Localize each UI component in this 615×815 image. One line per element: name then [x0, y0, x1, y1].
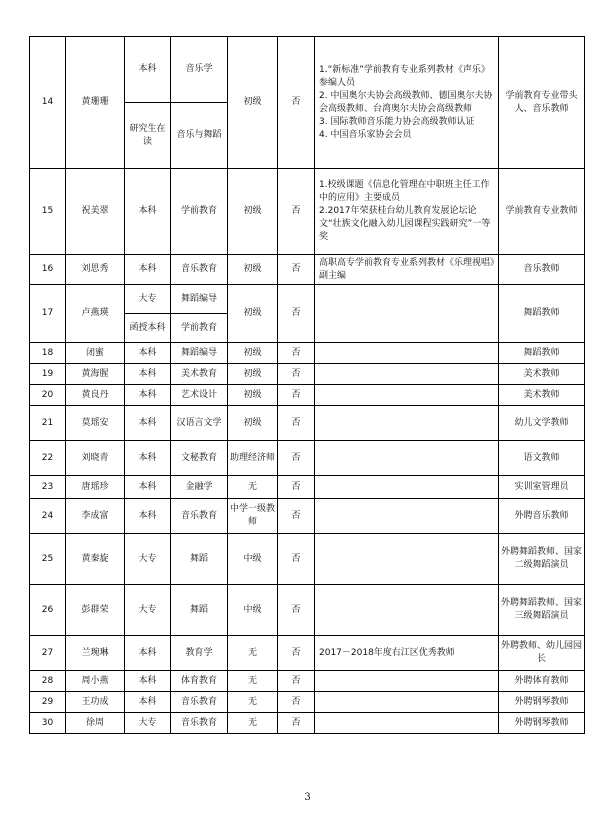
teacher-name: 唐瑶珍: [66, 476, 125, 499]
title: 初级: [228, 169, 278, 255]
title: 初级: [228, 343, 278, 364]
role: 外聘舞蹈教师、国家三级舞蹈演员: [499, 585, 585, 636]
table-row: [30, 255, 585, 285]
major: 音乐教育: [171, 499, 228, 534]
education: 本科: [125, 441, 171, 476]
teacher-name: 刘思秀: [66, 255, 125, 285]
table-row: [30, 385, 585, 406]
dual-qualified: 否: [278, 692, 315, 713]
achievements: [315, 585, 499, 636]
role: 舞蹈教师: [499, 343, 585, 364]
table-row: [30, 692, 585, 713]
major: 文秘教育: [171, 441, 228, 476]
dual-qualified: 否: [278, 343, 315, 364]
education: 本科: [125, 169, 171, 255]
education: 本科: [125, 37, 171, 103]
role: 音乐教师: [499, 255, 585, 285]
achievements: [315, 713, 499, 734]
role: 学前教育专业带头人、音乐教师: [499, 37, 585, 169]
teacher-name: 彭群荣: [66, 585, 125, 636]
achievements: [315, 364, 499, 385]
role: 外聘教师、幼儿园园长: [499, 636, 585, 671]
major: 学前教育: [171, 314, 228, 343]
title: 中学一级教师: [228, 499, 278, 534]
achievements: [315, 343, 499, 364]
achievements: [315, 441, 499, 476]
teacher-name: 莫瑶安: [66, 406, 125, 441]
major: 体育教育: [171, 671, 228, 692]
row-number: 17: [30, 285, 66, 343]
major: 学前教育: [171, 169, 228, 255]
education: 大专: [125, 713, 171, 734]
teacher-name: 黄海腥: [66, 364, 125, 385]
major: 舞蹈: [171, 585, 228, 636]
education: 大专: [125, 585, 171, 636]
title: 无: [228, 671, 278, 692]
row-number: 20: [30, 385, 66, 406]
teacher-name: 李成富: [66, 499, 125, 534]
major: 音乐学: [171, 37, 228, 103]
education: 函授本科: [125, 314, 171, 343]
dual-qualified: 否: [278, 385, 315, 406]
education: 本科: [125, 255, 171, 285]
table-row: [30, 534, 585, 585]
teacher-name: 黄良丹: [66, 385, 125, 406]
title: 初级: [228, 285, 278, 343]
row-number: 28: [30, 671, 66, 692]
role: 美术教师: [499, 364, 585, 385]
achievements: 2017－2018年度右江区优秀教师: [315, 636, 499, 671]
row-number: 23: [30, 476, 66, 499]
teacher-name: 闭蜜: [66, 343, 125, 364]
dual-qualified: 否: [278, 169, 315, 255]
title: 无: [228, 476, 278, 499]
page-number: 3: [304, 792, 311, 803]
teacher-name: 卢燕瑛: [66, 285, 125, 343]
role: 舞蹈教师: [499, 285, 585, 343]
teacher-name: 祝美翠: [66, 169, 125, 255]
role: 幼儿文学教师: [499, 406, 585, 441]
education: 大专: [125, 285, 171, 314]
dual-qualified: 否: [278, 671, 315, 692]
major: 音乐教育: [171, 692, 228, 713]
major: 舞蹈编导: [171, 285, 228, 314]
row-number: 16: [30, 255, 66, 285]
major: 汉语言文学: [171, 406, 228, 441]
title: 初级: [228, 385, 278, 406]
education: 本科: [125, 343, 171, 364]
row-number: 15: [30, 169, 66, 255]
education: 本科: [125, 636, 171, 671]
major: 美术教育: [171, 364, 228, 385]
dual-qualified: 否: [278, 441, 315, 476]
education: 本科: [125, 476, 171, 499]
dual-qualified: 否: [278, 713, 315, 734]
achievements: [315, 692, 499, 713]
table-row: [30, 406, 585, 441]
table-row: [30, 169, 585, 255]
major: 教育学: [171, 636, 228, 671]
teacher-name: 兰琬琳: [66, 636, 125, 671]
major: 音乐与舞蹈: [171, 103, 228, 169]
major: 舞蹈: [171, 534, 228, 585]
teacher-name: 黄秦旋: [66, 534, 125, 585]
title: 无: [228, 692, 278, 713]
row-number: 14: [30, 37, 66, 169]
table-row: [30, 364, 585, 385]
staff-table: [29, 36, 585, 734]
row-number: 29: [30, 692, 66, 713]
role: 实训室管理员: [499, 476, 585, 499]
row-number: 30: [30, 713, 66, 734]
table-row: [30, 441, 585, 476]
title: 初级: [228, 255, 278, 285]
achievements: [315, 476, 499, 499]
table-row: [30, 499, 585, 534]
education: 大专: [125, 534, 171, 585]
achievements: 1.校级课题《信息化管理在中职班主任工作中的应用》主要成员 2.2017年荣获桂台幼儿教育发展论坛论文“壮族文化融入幼儿园课程实践研究”一等奖: [315, 169, 499, 255]
table-row: [30, 343, 585, 364]
row-number: 21: [30, 406, 66, 441]
role: 美术教师: [499, 385, 585, 406]
achievements: 1.“新标准”学前教育专业系列教材《声乐》参编人员 2. 中国奥尔夫协会高级教师、德国奥尔夫协会高级教师、台湾奥尔夫协会高级教师 3. 国际教师音乐能力协会高级教师认证 4. 中国音乐家协会会员: [315, 37, 499, 169]
title: 无: [228, 713, 278, 734]
table-row: [30, 671, 585, 692]
education: 本科: [125, 385, 171, 406]
role: 语文教师: [499, 441, 585, 476]
education: 本科: [125, 671, 171, 692]
achievements: 高职高专学前教育专业系列教材《乐理视唱》副主编: [315, 255, 499, 285]
major: 音乐教育: [171, 713, 228, 734]
role: 学前教育专业教师: [499, 169, 585, 255]
dual-qualified: 否: [278, 364, 315, 385]
teacher-name: 刘晓青: [66, 441, 125, 476]
education: 本科: [125, 692, 171, 713]
table-row: [30, 585, 585, 636]
teacher-name: 黄珊珊: [66, 37, 125, 169]
title: 中级: [228, 534, 278, 585]
row-number: 25: [30, 534, 66, 585]
dual-qualified: 否: [278, 585, 315, 636]
dual-qualified: 否: [278, 636, 315, 671]
role: 外聘钢琴教师: [499, 692, 585, 713]
role: 外聘体育教师: [499, 671, 585, 692]
achievements: [315, 385, 499, 406]
achievements: [315, 534, 499, 585]
role: 外聘舞蹈教师、国家二级舞蹈演员: [499, 534, 585, 585]
title: 无: [228, 636, 278, 671]
achievements: [315, 671, 499, 692]
dual-qualified: 否: [278, 476, 315, 499]
teacher-name: 王功成: [66, 692, 125, 713]
row-number: 24: [30, 499, 66, 534]
row-number: 18: [30, 343, 66, 364]
row-number: 26: [30, 585, 66, 636]
education: 本科: [125, 406, 171, 441]
dual-qualified: 否: [278, 534, 315, 585]
achievements: [315, 285, 499, 343]
teacher-name: 周小燕: [66, 671, 125, 692]
row-number: 27: [30, 636, 66, 671]
major: 音乐教育: [171, 255, 228, 285]
major: 舞蹈编导: [171, 343, 228, 364]
education: 本科: [125, 499, 171, 534]
dual-qualified: 否: [278, 285, 315, 343]
row-number: 22: [30, 441, 66, 476]
table-row: [30, 37, 585, 103]
education: 研究生在读: [125, 103, 171, 169]
dual-qualified: 否: [278, 499, 315, 534]
title: 助理经济师: [228, 441, 278, 476]
title: 中级: [228, 585, 278, 636]
row-number: 19: [30, 364, 66, 385]
achievements: [315, 499, 499, 534]
title: 初级: [228, 37, 278, 169]
role: 外聘音乐教师: [499, 499, 585, 534]
table-row: [30, 285, 585, 314]
table-row: [30, 476, 585, 499]
dual-qualified: 否: [278, 406, 315, 441]
title: 初级: [228, 406, 278, 441]
title: 初级: [228, 364, 278, 385]
education: 本科: [125, 364, 171, 385]
major: 金融学: [171, 476, 228, 499]
table-row: [30, 636, 585, 671]
major: 艺术设计: [171, 385, 228, 406]
table-row: [30, 713, 585, 734]
dual-qualified: 否: [278, 37, 315, 169]
dual-qualified: 否: [278, 255, 315, 285]
teacher-name: 徐周: [66, 713, 125, 734]
achievements: [315, 406, 499, 441]
role: 外聘钢琴教师: [499, 713, 585, 734]
